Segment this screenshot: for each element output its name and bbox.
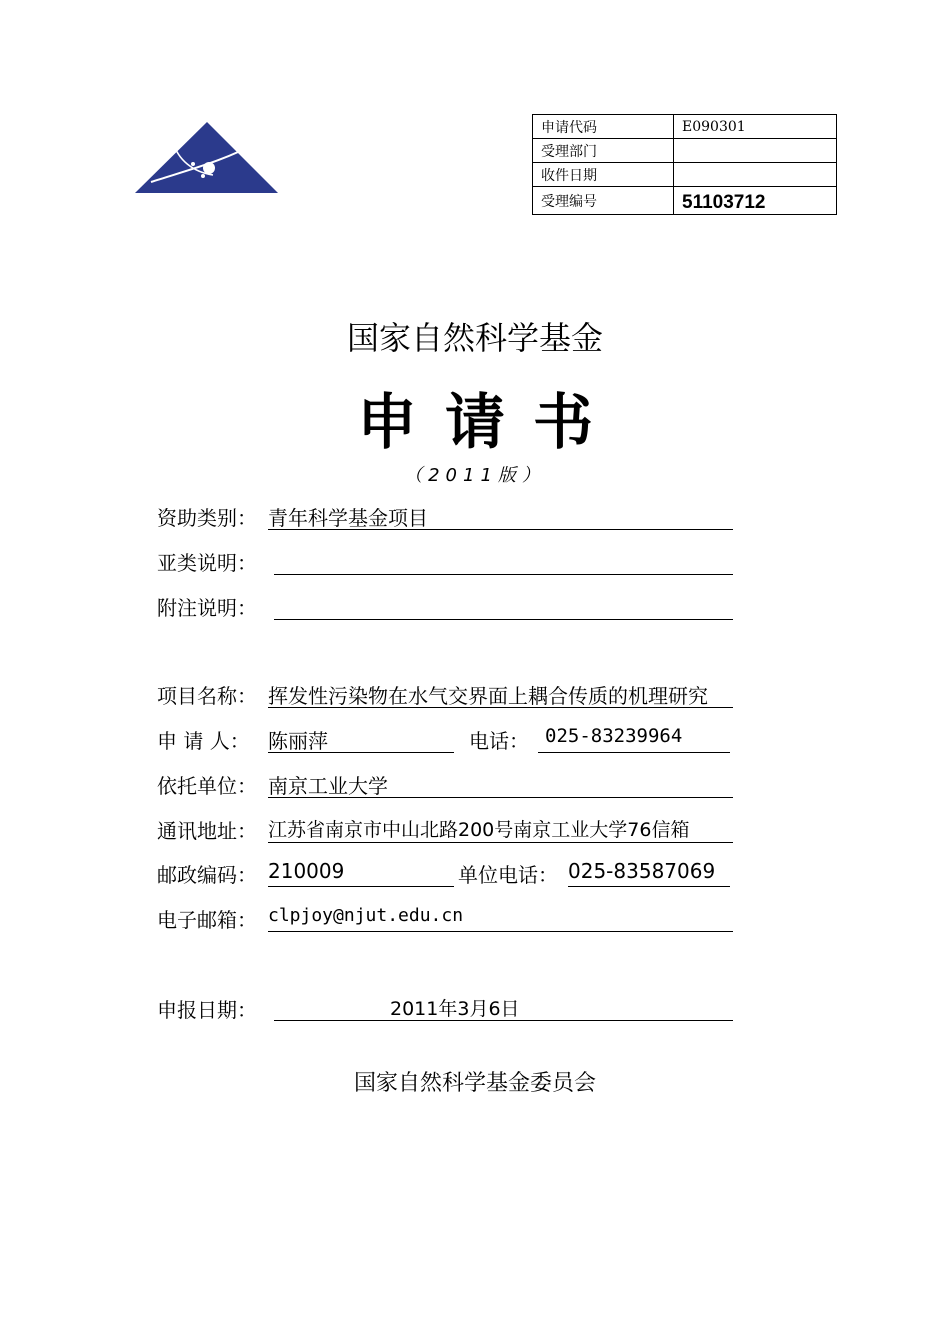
institution-value: 南京工业大学 <box>268 774 388 798</box>
funding-category-label: 资助类别： <box>157 506 257 530</box>
phone-value: 025-83239964 <box>545 725 683 747</box>
application-meta-table <box>532 114 837 215</box>
applicant-label: 申 请 人： <box>157 729 250 753</box>
underline <box>268 886 454 887</box>
note-label: 附注说明： <box>157 596 257 620</box>
underline <box>268 931 733 932</box>
email-label: 电子邮箱： <box>157 908 257 932</box>
org-name: 国家自然科学基金 <box>346 319 603 357</box>
underline <box>568 886 730 887</box>
nsfc-logo <box>133 120 280 195</box>
underline <box>274 619 733 620</box>
underline <box>274 1020 733 1021</box>
institution-label: 依托单位： <box>157 774 257 798</box>
postcode-value: 210009 <box>268 859 345 883</box>
address-label: 通讯地址： <box>157 819 257 843</box>
meta-label: 收件日期 <box>533 163 674 187</box>
meta-label: 受理部门 <box>533 139 674 163</box>
acceptance-number: 51103712 <box>674 187 837 215</box>
underline <box>538 752 730 753</box>
version-label: （2011版） <box>404 465 546 486</box>
underline <box>268 529 733 530</box>
doc-title: 申请书 <box>357 388 621 458</box>
phone-label: 电话： <box>469 729 529 753</box>
underline <box>274 574 733 575</box>
meta-value <box>674 139 837 163</box>
funding-category-value: 青年科学基金项目 <box>268 506 428 530</box>
submit-date-value: 2011年3月6日 <box>390 998 520 1020</box>
underline <box>268 797 733 798</box>
postcode-label: 邮政编码： <box>157 863 257 887</box>
meta-value <box>674 163 837 187</box>
table-row <box>533 187 837 215</box>
address-value: 江苏省南京市中山北路200号南京工业大学76信箱 <box>268 819 690 841</box>
submit-date-label: 申报日期： <box>157 998 257 1022</box>
issuer-name: 国家自然科学基金委员会 <box>353 1071 596 1096</box>
project-name-label: 项目名称： <box>157 684 257 708</box>
meta-label: 申请代码 <box>533 115 674 139</box>
applicant-value: 陈丽萍 <box>268 729 328 753</box>
table-row <box>533 115 837 139</box>
unit-phone-value: 025-83587069 <box>568 859 716 883</box>
table-row <box>533 139 837 163</box>
unit-phone-label: 单位电话： <box>458 863 558 887</box>
underline <box>268 752 454 753</box>
meta-label: 受理编号 <box>533 187 674 215</box>
meta-value: E090301 <box>674 115 837 139</box>
table-row <box>533 163 837 187</box>
underline <box>268 842 733 843</box>
underline <box>268 707 733 708</box>
subcategory-label: 亚类说明： <box>157 551 257 575</box>
email-value: clpjoy@njut.edu.cn <box>268 905 464 926</box>
project-name-value: 挥发性污染物在水气交界面上耦合传质的机理研究 <box>268 684 708 708</box>
